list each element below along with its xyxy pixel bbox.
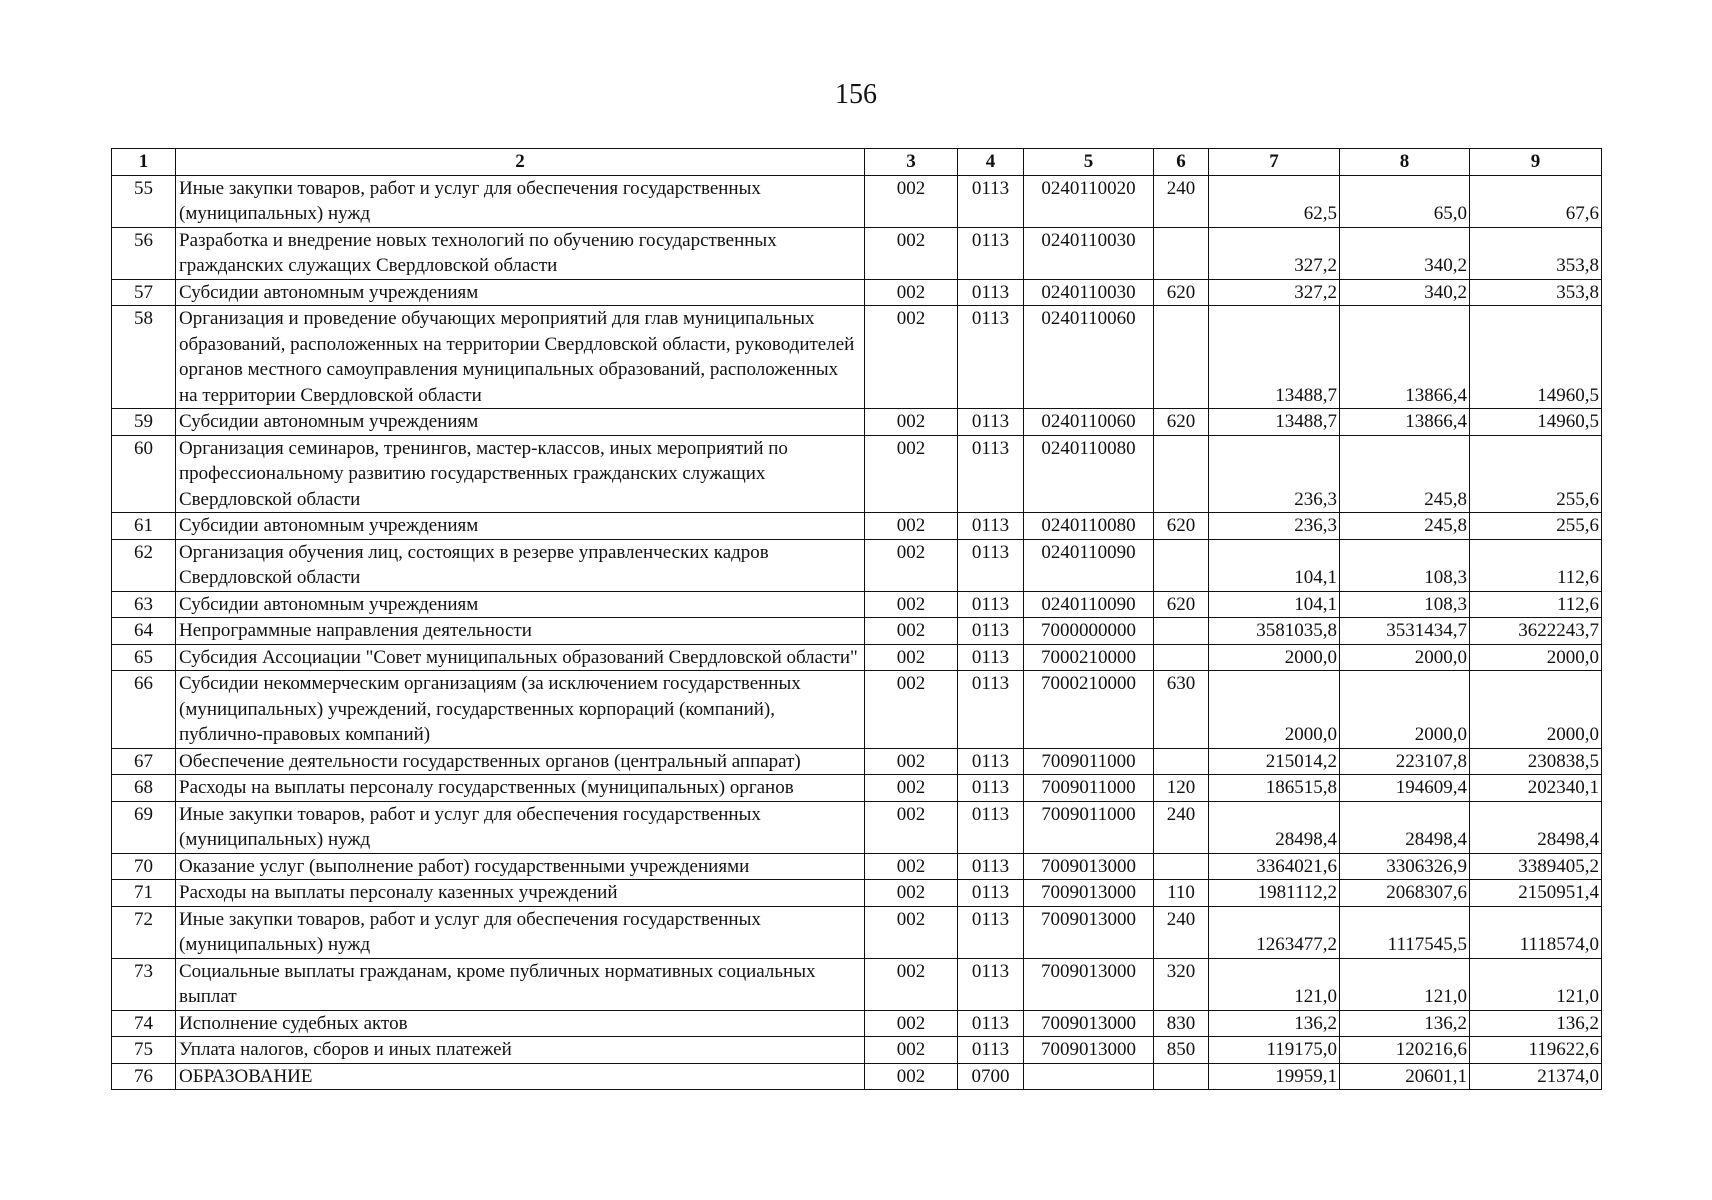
expense-name-cell: Организация семинаров, тренингов, мастер-классов, иных мероприятий по профессиональному развитию государственных гражданских служащих Свердловской области	[176, 435, 865, 513]
expense-type-cell	[1154, 306, 1209, 409]
row-number-cell: 65	[112, 644, 176, 671]
expense-name-cell: Обеспечение деятельности государственных органов (центральный аппарат)	[176, 748, 865, 775]
row-number-cell: 59	[112, 409, 176, 436]
amount-year1-cell: 119175,0	[1209, 1037, 1340, 1064]
ministry-code-cell: 002	[865, 801, 958, 853]
table-row	[112, 775, 1602, 802]
amount-year3-cell: 2150951,4	[1470, 880, 1602, 907]
amount-year1-cell: 2000,0	[1209, 671, 1340, 749]
target-item-cell: 7009011000	[1024, 748, 1154, 775]
amount-year3-cell: 121,0	[1470, 958, 1602, 1010]
amount-year2-cell: 245,8	[1340, 513, 1470, 540]
amount-year2-cell: 3531434,7	[1340, 618, 1470, 645]
expense-name-cell: Субсидии автономным учреждениям	[176, 513, 865, 540]
ministry-code-cell: 002	[865, 279, 958, 306]
expense-name-cell: Субсидии автономным учреждениям	[176, 409, 865, 436]
amount-year3-cell: 1118574,0	[1470, 906, 1602, 958]
amount-year2-cell: 2000,0	[1340, 644, 1470, 671]
row-number-cell: 58	[112, 306, 176, 409]
target-item-cell: 0240110060	[1024, 306, 1154, 409]
expense-name-cell: Иные закупки товаров, работ и услуг для обеспечения государственных (муниципальных) нужд	[176, 801, 865, 853]
amount-year2-cell: 13866,4	[1340, 306, 1470, 409]
table-row	[112, 644, 1602, 671]
ministry-code-cell: 002	[865, 227, 958, 279]
ministry-code-cell: 002	[865, 1037, 958, 1064]
amount-year1-cell: 136,2	[1209, 1010, 1340, 1037]
expense-name-cell: Оказание услуг (выполнение работ) государственными учреждениями	[176, 853, 865, 880]
expense-name-cell: Расходы на выплаты персоналу казенных учреждений	[176, 880, 865, 907]
amount-year1-cell: 186515,8	[1209, 775, 1340, 802]
section-code-cell: 0113	[958, 227, 1024, 279]
amount-year2-cell: 2000,0	[1340, 671, 1470, 749]
amount-year2-cell: 120216,6	[1340, 1037, 1470, 1064]
ministry-code-cell: 002	[865, 409, 958, 436]
expense-type-cell	[1154, 853, 1209, 880]
table-row	[112, 906, 1602, 958]
expense-type-cell: 830	[1154, 1010, 1209, 1037]
row-number-cell: 60	[112, 435, 176, 513]
expense-type-cell: 120	[1154, 775, 1209, 802]
row-number-cell: 57	[112, 279, 176, 306]
column-header: 7	[1209, 149, 1340, 176]
target-item-cell: 7009011000	[1024, 801, 1154, 853]
row-number-cell: 62	[112, 539, 176, 591]
section-code-cell: 0113	[958, 591, 1024, 618]
column-header: 4	[958, 149, 1024, 176]
column-header: 9	[1470, 149, 1602, 176]
target-item-cell: 7009013000	[1024, 958, 1154, 1010]
table-row	[112, 748, 1602, 775]
row-number-cell: 64	[112, 618, 176, 645]
expense-name-cell: Иные закупки товаров, работ и услуг для обеспечения государственных (муниципальных) нужд	[176, 906, 865, 958]
section-code-cell: 0113	[958, 906, 1024, 958]
ministry-code-cell: 002	[865, 1010, 958, 1037]
amount-year2-cell: 28498,4	[1340, 801, 1470, 853]
expense-name-cell: Уплата налогов, сборов и иных платежей	[176, 1037, 865, 1064]
amount-year2-cell: 108,3	[1340, 591, 1470, 618]
ministry-code-cell: 002	[865, 880, 958, 907]
table-row	[112, 880, 1602, 907]
ministry-code-cell: 002	[865, 513, 958, 540]
row-number-cell: 75	[112, 1037, 176, 1064]
amount-year2-cell: 20601,1	[1340, 1063, 1470, 1090]
target-item-cell: 0240110060	[1024, 409, 1154, 436]
section-code-cell: 0113	[958, 409, 1024, 436]
page-number: 156	[835, 79, 877, 110]
expense-name-cell: Иные закупки товаров, работ и услуг для обеспечения государственных (муниципальных) нужд	[176, 175, 865, 227]
ministry-code-cell: 002	[865, 618, 958, 645]
row-number-cell: 72	[112, 906, 176, 958]
row-number-cell: 69	[112, 801, 176, 853]
target-item-cell	[1024, 1063, 1154, 1090]
section-code-cell: 0113	[958, 435, 1024, 513]
row-number-cell: 70	[112, 853, 176, 880]
ministry-code-cell: 002	[865, 644, 958, 671]
amount-year3-cell: 230838,5	[1470, 748, 1602, 775]
ministry-code-cell: 002	[865, 958, 958, 1010]
table-row	[112, 306, 1602, 409]
table-row	[112, 671, 1602, 749]
row-number-cell: 61	[112, 513, 176, 540]
amount-year1-cell: 13488,7	[1209, 306, 1340, 409]
expense-type-cell: 240	[1154, 801, 1209, 853]
section-code-cell: 0113	[958, 748, 1024, 775]
amount-year1-cell: 104,1	[1209, 539, 1340, 591]
amount-year1-cell: 215014,2	[1209, 748, 1340, 775]
row-number-cell: 73	[112, 958, 176, 1010]
section-code-cell: 0113	[958, 671, 1024, 749]
table-row	[112, 1010, 1602, 1037]
amount-year2-cell: 194609,4	[1340, 775, 1470, 802]
target-item-cell: 0240110030	[1024, 227, 1154, 279]
amount-year1-cell: 3581035,8	[1209, 618, 1340, 645]
amount-year3-cell: 67,6	[1470, 175, 1602, 227]
section-code-cell: 0113	[958, 880, 1024, 907]
amount-year3-cell: 14960,5	[1470, 306, 1602, 409]
section-code-cell: 0113	[958, 775, 1024, 802]
amount-year2-cell: 65,0	[1340, 175, 1470, 227]
ministry-code-cell: 002	[865, 591, 958, 618]
ministry-code-cell: 002	[865, 775, 958, 802]
section-code-cell: 0113	[958, 958, 1024, 1010]
section-code-cell: 0113	[958, 279, 1024, 306]
expense-type-cell	[1154, 435, 1209, 513]
amount-year1-cell: 3364021,6	[1209, 853, 1340, 880]
target-item-cell: 0240110080	[1024, 435, 1154, 513]
amount-year2-cell: 223107,8	[1340, 748, 1470, 775]
target-item-cell: 7009013000	[1024, 1037, 1154, 1064]
row-number-cell: 67	[112, 748, 176, 775]
amount-year2-cell: 108,3	[1340, 539, 1470, 591]
amount-year2-cell: 340,2	[1340, 227, 1470, 279]
table-row	[112, 279, 1602, 306]
ministry-code-cell: 002	[865, 748, 958, 775]
table-header-row	[112, 149, 1602, 176]
amount-year2-cell: 13866,4	[1340, 409, 1470, 436]
table-row	[112, 1037, 1602, 1064]
amount-year3-cell: 2000,0	[1470, 671, 1602, 749]
section-code-cell: 0113	[958, 801, 1024, 853]
amount-year1-cell: 104,1	[1209, 591, 1340, 618]
amount-year3-cell: 353,8	[1470, 227, 1602, 279]
amount-year3-cell: 119622,6	[1470, 1037, 1602, 1064]
section-code-cell: 0113	[958, 1010, 1024, 1037]
amount-year2-cell: 121,0	[1340, 958, 1470, 1010]
target-item-cell: 7000210000	[1024, 644, 1154, 671]
target-item-cell: 7009011000	[1024, 775, 1154, 802]
expense-name-cell: Непрограммные направления деятельности	[176, 618, 865, 645]
target-item-cell: 7000210000	[1024, 671, 1154, 749]
amount-year3-cell: 112,6	[1470, 539, 1602, 591]
expense-type-cell: 620	[1154, 513, 1209, 540]
target-item-cell: 7000000000	[1024, 618, 1154, 645]
amount-year1-cell: 19959,1	[1209, 1063, 1340, 1090]
budget-table	[111, 148, 1602, 1090]
section-code-cell: 0113	[958, 539, 1024, 591]
table-row	[112, 591, 1602, 618]
amount-year1-cell: 236,3	[1209, 513, 1340, 540]
table-header	[112, 149, 1602, 176]
amount-year2-cell: 340,2	[1340, 279, 1470, 306]
table-row	[112, 539, 1602, 591]
section-code-cell: 0113	[958, 513, 1024, 540]
row-number-cell: 56	[112, 227, 176, 279]
row-number-cell: 74	[112, 1010, 176, 1037]
column-header: 6	[1154, 149, 1209, 176]
column-header: 5	[1024, 149, 1154, 176]
expense-name-cell: Субсидия Ассоциации "Совет муниципальных образований Свердловской области"	[176, 644, 865, 671]
amount-year3-cell: 255,6	[1470, 513, 1602, 540]
amount-year3-cell: 3622243,7	[1470, 618, 1602, 645]
amount-year3-cell: 3389405,2	[1470, 853, 1602, 880]
expense-name-cell: Организация и проведение обучающих мероприятий для глав муниципальных образований, расположенных на территории Свердловской области, руководителей органов местного самоуправления муниципальных образований, расположенных на территории Свердловской области	[176, 306, 865, 409]
amount-year3-cell: 28498,4	[1470, 801, 1602, 853]
amount-year2-cell: 136,2	[1340, 1010, 1470, 1037]
amount-year1-cell: 13488,7	[1209, 409, 1340, 436]
expense-type-cell	[1154, 644, 1209, 671]
table-row	[112, 618, 1602, 645]
amount-year1-cell: 1981112,2	[1209, 880, 1340, 907]
row-number-cell: 55	[112, 175, 176, 227]
amount-year1-cell: 28498,4	[1209, 801, 1340, 853]
target-item-cell: 0240110030	[1024, 279, 1154, 306]
expense-name-cell: ОБРАЗОВАНИЕ	[176, 1063, 865, 1090]
target-item-cell: 0240110080	[1024, 513, 1154, 540]
column-header: 3	[865, 149, 958, 176]
section-code-cell: 0113	[958, 306, 1024, 409]
ministry-code-cell: 002	[865, 853, 958, 880]
section-code-cell: 0113	[958, 853, 1024, 880]
expense-name-cell: Исполнение судебных актов	[176, 1010, 865, 1037]
amount-year3-cell: 21374,0	[1470, 1063, 1602, 1090]
amount-year3-cell: 202340,1	[1470, 775, 1602, 802]
expense-type-cell	[1154, 1063, 1209, 1090]
expense-type-cell	[1154, 748, 1209, 775]
target-item-cell: 7009013000	[1024, 906, 1154, 958]
table-row	[112, 1063, 1602, 1090]
section-code-cell: 0113	[958, 1037, 1024, 1064]
expense-type-cell: 850	[1154, 1037, 1209, 1064]
amount-year3-cell: 255,6	[1470, 435, 1602, 513]
amount-year2-cell: 3306326,9	[1340, 853, 1470, 880]
target-item-cell: 7009013000	[1024, 853, 1154, 880]
target-item-cell: 0240110090	[1024, 539, 1154, 591]
section-code-cell: 0113	[958, 175, 1024, 227]
expense-name-cell: Субсидии автономным учреждениям	[176, 591, 865, 618]
column-header: 2	[176, 149, 865, 176]
expense-name-cell: Субсидии некоммерческим организациям (за исключением государственных (муниципальных) учреждений, государственных корпораций (компаний), публично-правовых компаний)	[176, 671, 865, 749]
expense-type-cell	[1154, 539, 1209, 591]
row-number-cell: 63	[112, 591, 176, 618]
expense-type-cell: 630	[1154, 671, 1209, 749]
expense-name-cell: Расходы на выплаты персоналу государственных (муниципальных) органов	[176, 775, 865, 802]
row-number-cell: 68	[112, 775, 176, 802]
column-header: 1	[112, 149, 176, 176]
expense-type-cell: 110	[1154, 880, 1209, 907]
row-number-cell: 71	[112, 880, 176, 907]
amount-year3-cell: 14960,5	[1470, 409, 1602, 436]
amount-year1-cell: 327,2	[1209, 227, 1340, 279]
row-number-cell: 76	[112, 1063, 176, 1090]
amount-year1-cell: 2000,0	[1209, 644, 1340, 671]
ministry-code-cell: 002	[865, 671, 958, 749]
amount-year2-cell: 2068307,6	[1340, 880, 1470, 907]
target-item-cell: 7009013000	[1024, 1010, 1154, 1037]
expense-name-cell: Социальные выплаты гражданам, кроме публичных нормативных социальных выплат	[176, 958, 865, 1010]
amount-year1-cell: 62,5	[1209, 175, 1340, 227]
target-item-cell: 7009013000	[1024, 880, 1154, 907]
table-row	[112, 853, 1602, 880]
ministry-code-cell: 002	[865, 539, 958, 591]
column-header: 8	[1340, 149, 1470, 176]
ministry-code-cell: 002	[865, 1063, 958, 1090]
target-item-cell: 0240110090	[1024, 591, 1154, 618]
section-code-cell: 0113	[958, 644, 1024, 671]
table-row	[112, 227, 1602, 279]
amount-year2-cell: 1117545,5	[1340, 906, 1470, 958]
expense-type-cell: 620	[1154, 409, 1209, 436]
amount-year3-cell: 353,8	[1470, 279, 1602, 306]
table-row	[112, 409, 1602, 436]
amount-year3-cell: 136,2	[1470, 1010, 1602, 1037]
expense-name-cell: Разработка и внедрение новых технологий по обучению государственных гражданских служащих Свердловской области	[176, 227, 865, 279]
table-row	[112, 435, 1602, 513]
table-row	[112, 513, 1602, 540]
table-row	[112, 175, 1602, 227]
expense-type-cell: 320	[1154, 958, 1209, 1010]
section-code-cell: 0700	[958, 1063, 1024, 1090]
row-number-cell: 66	[112, 671, 176, 749]
expense-type-cell	[1154, 227, 1209, 279]
amount-year3-cell: 2000,0	[1470, 644, 1602, 671]
expense-type-cell: 240	[1154, 906, 1209, 958]
table-body	[112, 175, 1602, 1090]
ministry-code-cell: 002	[865, 906, 958, 958]
table-row	[112, 958, 1602, 1010]
expense-type-cell: 620	[1154, 279, 1209, 306]
amount-year1-cell: 121,0	[1209, 958, 1340, 1010]
target-item-cell: 0240110020	[1024, 175, 1154, 227]
amount-year1-cell: 236,3	[1209, 435, 1340, 513]
table-row	[112, 801, 1602, 853]
amount-year2-cell: 245,8	[1340, 435, 1470, 513]
expense-name-cell: Субсидии автономным учреждениям	[176, 279, 865, 306]
amount-year1-cell: 1263477,2	[1209, 906, 1340, 958]
expense-name-cell: Организация обучения лиц, состоящих в резерве управленческих кадров Свердловской области	[176, 539, 865, 591]
section-code-cell: 0113	[958, 618, 1024, 645]
expense-type-cell: 240	[1154, 175, 1209, 227]
expense-type-cell: 620	[1154, 591, 1209, 618]
expense-type-cell	[1154, 618, 1209, 645]
amount-year1-cell: 327,2	[1209, 279, 1340, 306]
ministry-code-cell: 002	[865, 175, 958, 227]
ministry-code-cell: 002	[865, 306, 958, 409]
amount-year3-cell: 112,6	[1470, 591, 1602, 618]
ministry-code-cell: 002	[865, 435, 958, 513]
